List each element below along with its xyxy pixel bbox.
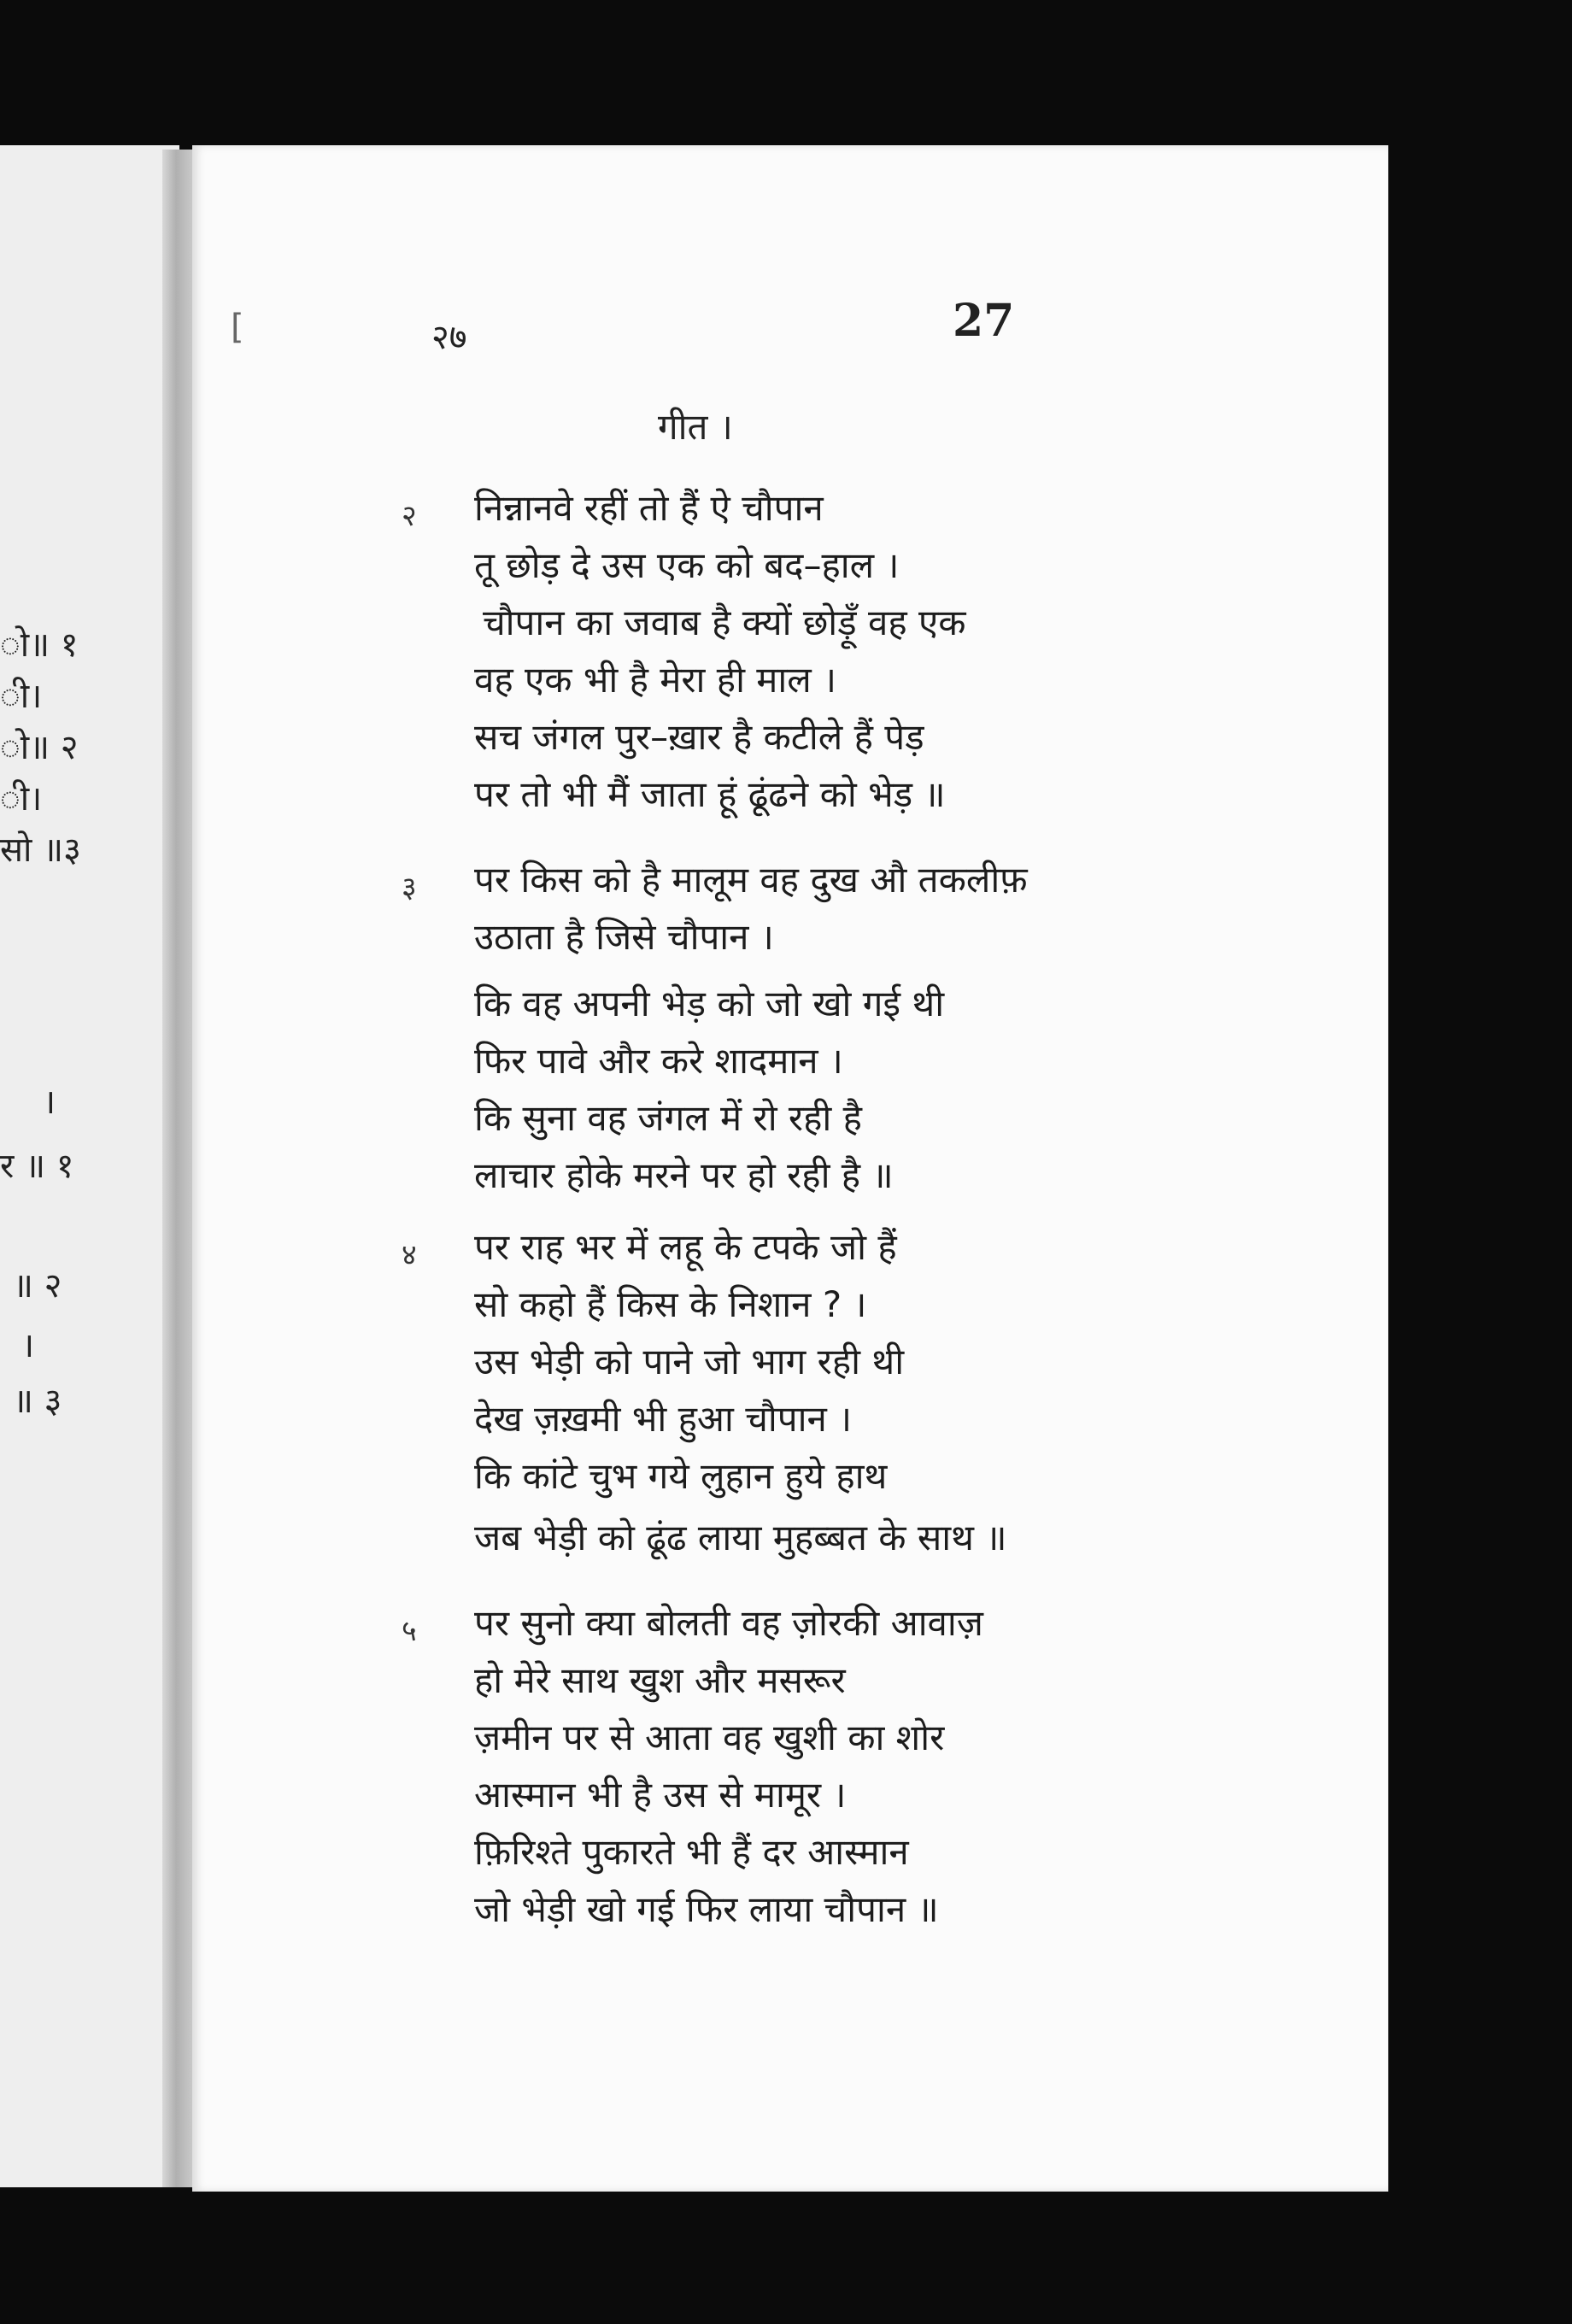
poem-line: उस भेड़ी को पाने जो भाग रही थी [474,1341,905,1382]
page-number-arabic: 27 [953,295,1015,347]
poem-line: पर किस को है मालूम वह दुख औ तकलीफ़ [474,859,1028,901]
left-fragment: । [43,1083,56,1122]
poem-line: लाचार होके मरने पर हो रही है ॥ [474,1154,894,1196]
poem-line: जो भेड़ी खो गई फिर लाया चौपान ॥ [474,1888,939,1930]
poem-line: आस्मान भी है उस से मामूर । [474,1774,847,1816]
left-fragment: ो॥ १ [0,625,79,665]
poem-line: कि वह अपनी भेड़ को जो खो गई थी [474,983,945,1024]
left-fragment: सो ॥३ [0,830,81,870]
poem-line: हो मेरे साथ खुश और मसरूर [474,1659,846,1701]
stanza-number: २ [402,499,417,533]
poem-line: फिर पावे और करे शादमान । [474,1040,843,1082]
left-fragment: । [21,1326,35,1365]
poem-line: सो कहो हैं किस के निशान ? । [474,1283,867,1325]
poem-line: ज़मीन पर से आता वह खुशी का शोर [474,1717,945,1758]
poem-line: वह एक भी है मेरा ही माल । [474,659,837,701]
poem-title: गीत । [658,406,733,448]
left-fragment: र ॥ १ [0,1147,74,1186]
margin-mark: [ [231,308,244,347]
poem-line: निन्नानवे रहीं तो हैं ऐ चौपान [474,487,824,529]
left-fragment: ी। [0,779,43,819]
left-fragment: ॥ ३ [13,1382,62,1421]
poem-line: पर तो भी मैं जाता हूं ढूंढने को भेड़ ॥ [474,773,946,815]
stanza-number: ५ [402,1614,417,1648]
poem-line: तू छोड़ दे उस एक को बद–हाल । [474,544,900,586]
poem-line: सच जंगल पुर–ख़ार है कटीले हैं पेड़ [474,716,924,758]
left-page [0,145,179,2187]
poem-line: देख ज़ख़मी भी हुआ चौपान । [474,1398,853,1440]
poem-line: कि सुना वह जंगल में रो रही है [474,1097,862,1139]
left-fragment: ी। [0,677,43,716]
poem-line: चौपान का जवाब है क्यों छोड़ूँ वह एक [483,602,966,643]
stanza-number: ४ [402,1238,417,1272]
book-gutter [162,150,196,2187]
poem-line: कि कांटे चुभ गये लुहान हुये हाथ [474,1455,888,1497]
poem-line: पर राह भर में लहू के टपके जो हैं [474,1226,897,1268]
left-fragment: ो॥ २ [0,728,79,767]
left-fragment: ॥ २ [13,1266,62,1306]
page-number-hindi: २७ [431,318,467,357]
poem-line: फ़िरिश्ते पुकारते भी हैं दर आस्मान [474,1831,909,1873]
stanza-number: ३ [402,871,417,905]
poem-line: जब भेड़ी को ढूंढ लाया मुहब्बत के साथ ॥ [474,1517,1007,1558]
poem-line: उठाता है जिसे चौपान । [474,916,774,958]
poem-line: पर सुनो क्या बोलती वह ज़ोरकी आवाज़ [474,1602,983,1644]
